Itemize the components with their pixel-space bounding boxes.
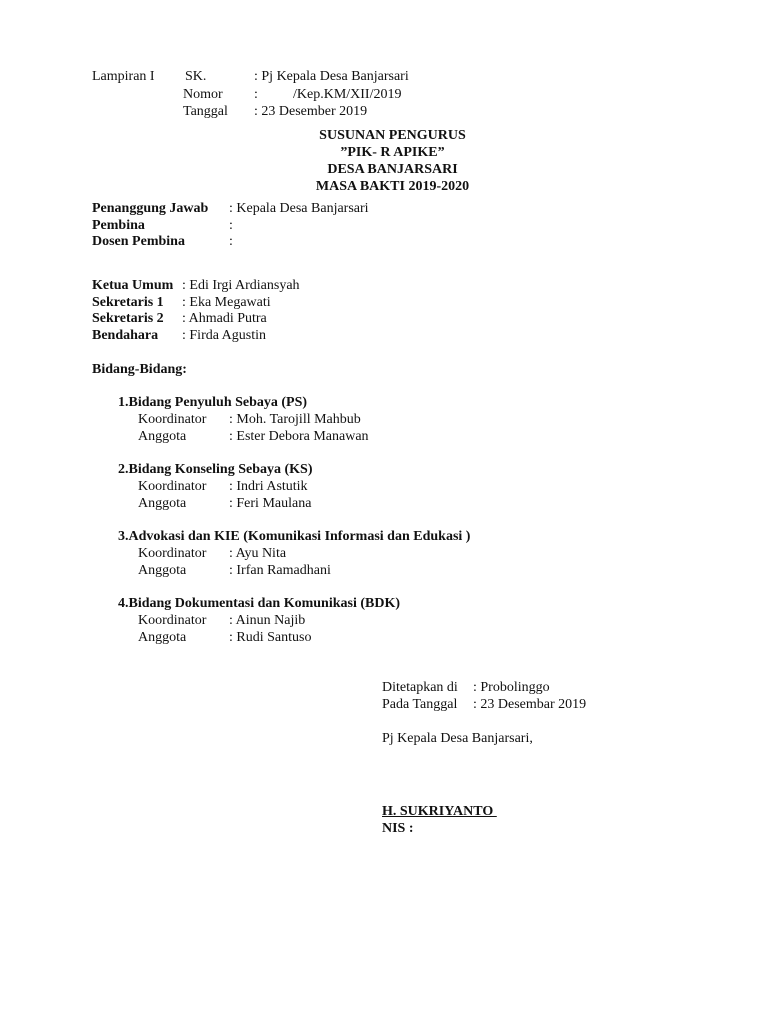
- title-line-4: MASA BAKTI 2019-2020: [315, 179, 470, 194]
- ditetapkan-label: Ditetapkan di: [382, 680, 458, 695]
- bidang-4-koordinator-label: Koordinator: [138, 613, 207, 628]
- bidang-3-koordinator-value: : Ayu Nita: [229, 546, 287, 561]
- bidang-3-anggota-value: : Irfan Ramadhani: [229, 563, 331, 578]
- dosen-pembina-value: :: [229, 234, 233, 249]
- ditetapkan-value: : Probolinggo: [473, 680, 550, 695]
- nomor-label: Nomor: [183, 87, 223, 102]
- sk-label: SK.: [185, 69, 207, 84]
- bidang-2-anggota-value: : Feri Maulana: [229, 496, 312, 511]
- bidang-1-koordinator-value: : Moh. Tarojill Mahbub: [229, 412, 361, 427]
- bendahara-value: : Firda Agustin: [182, 328, 267, 343]
- bidang-3-title: 3.Advokasi dan KIE (Komunikasi Informasi dan Edukasi ): [118, 529, 471, 544]
- tanggal-value: : 23 Desember 2019: [254, 104, 368, 119]
- sekretaris-2-value: : Ahmadi Putra: [182, 311, 267, 326]
- title-line-1: SUSUNAN PENGURUS: [319, 128, 466, 143]
- sekretaris-1-label: Sekretaris 1: [92, 295, 164, 310]
- bidang-3-koordinator-label: Koordinator: [138, 546, 207, 561]
- nomor-colon: :: [254, 87, 258, 102]
- lampiran-label: Lampiran I: [92, 69, 155, 84]
- bidang-heading: Bidang-Bidang:: [92, 362, 187, 377]
- tanggal-label: Tanggal: [183, 104, 228, 119]
- signatory-position: Pj Kepala Desa Banjarsari,: [382, 731, 533, 746]
- bidang-1-anggota-label: Anggota: [138, 429, 187, 444]
- bidang-1-koordinator-label: Koordinator: [138, 412, 207, 427]
- title-line-3: DESA BANJARSARI: [327, 162, 458, 177]
- sk-value: : Pj Kepala Desa Banjarsari: [254, 69, 409, 84]
- bidang-4-anggota-value: : Rudi Santuso: [229, 630, 312, 645]
- title-line-2: ”PIK- R APIKE”: [340, 145, 445, 160]
- pembina-value: :: [229, 218, 233, 233]
- pada-tanggal-value: : 23 Desembar 2019: [473, 697, 587, 712]
- bidang-2-anggota-label: Anggota: [138, 496, 187, 511]
- bidang-2-koordinator-label: Koordinator: [138, 479, 207, 494]
- dosen-pembina-label: Dosen Pembina: [92, 234, 185, 249]
- penanggung-jawab-label: Penanggung Jawab: [92, 201, 209, 216]
- ketua-umum-label: Ketua Umum: [92, 278, 174, 293]
- penanggung-jawab-value: : Kepala Desa Banjarsari: [229, 201, 369, 216]
- sekretaris-2-label: Sekretaris 2: [92, 311, 164, 326]
- sekretaris-1-value: : Eka Megawati: [182, 295, 271, 310]
- bidang-4-anggota-label: Anggota: [138, 630, 187, 645]
- ketua-umum-value: : Edi Irgi Ardiansyah: [182, 278, 300, 293]
- bidang-4-title: 4.Bidang Dokumentasi dan Komunikasi (BDK): [118, 596, 401, 611]
- bidang-1-anggota-value: : Ester Debora Manawan: [229, 429, 369, 444]
- nomor-value: /Kep.KM/XII/2019: [293, 87, 402, 102]
- bidang-2-koordinator-value: : Indri Astutik: [229, 479, 308, 494]
- bendahara-label: Bendahara: [92, 328, 159, 343]
- pembina-label: Pembina: [92, 218, 145, 233]
- bidang-2-title: 2.Bidang Konseling Sebaya (KS): [118, 462, 313, 477]
- signatory-name: H. SUKRIYANTO: [382, 804, 497, 819]
- bidang-3-anggota-label: Anggota: [138, 563, 187, 578]
- pada-tanggal-label: Pada Tanggal: [382, 697, 458, 712]
- signatory-nis: NIS :: [382, 821, 414, 836]
- bidang-1-title: 1.Bidang Penyuluh Sebaya (PS): [118, 395, 308, 410]
- bidang-4-koordinator-value: : Ainun Najib: [229, 613, 306, 628]
